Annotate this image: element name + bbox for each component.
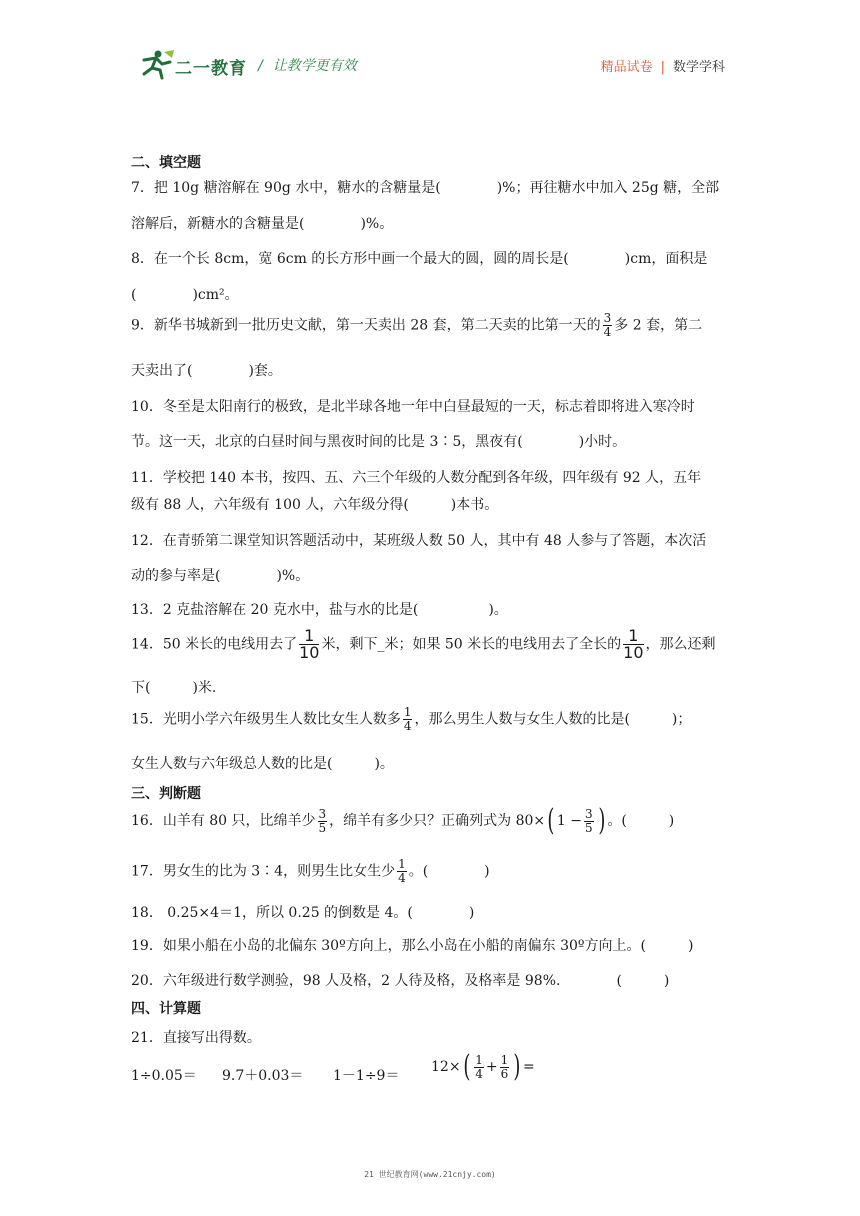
fraction-3-5: $\frac{3}{5}$ bbox=[318, 806, 327, 835]
question-14-text-pre: 14．50 米长的电线用去了 bbox=[131, 636, 298, 653]
calc-item-4 bbox=[431, 1049, 535, 1084]
fraction-3-4: $\frac{3}{4}$ bbox=[603, 311, 612, 339]
question-14-line-2: 下( )米. bbox=[131, 680, 217, 696]
question-21: 21．直接写出得数。 bbox=[131, 1030, 261, 1046]
calc-4-post: = bbox=[523, 1059, 535, 1075]
question-15-text-post: ，那么男生人数与女生人数的比是( )； bbox=[414, 711, 692, 728]
fraction-1-4: $\frac{1}{4}$ bbox=[403, 705, 412, 733]
question-16-text-pre: 16．山羊有 80 只，比绵羊少 bbox=[131, 813, 316, 829]
question-14-text-post: ，那么还剩 bbox=[645, 636, 716, 653]
fraction-1-6-calc: $\frac{1}{6}$ bbox=[500, 1052, 509, 1081]
left-paren-icon: ( bbox=[462, 1049, 470, 1084]
question-8-line-1: 8．在一个长 8cm，宽 6cm 的长方形中画一个最大的圆，圆的周长是( )cm，面积是 bbox=[131, 251, 708, 267]
question-12-line-1: 12．在青骄第二课堂知识答题活动中，某班级人数 50 人，其中有 48 人参与了答题，本次活 bbox=[131, 533, 707, 549]
question-12-line-2: 动的参与率是( )%。 bbox=[131, 568, 310, 584]
slogan bbox=[258, 55, 357, 75]
slogan-text: 让教学更有效 bbox=[272, 58, 357, 74]
calc-item-3: 1－1÷9＝ bbox=[333, 1068, 400, 1084]
question-16-text-mid: ，绵羊有多少只？正确列式为 80× bbox=[329, 813, 546, 829]
calc-4-pre: 12× bbox=[431, 1059, 461, 1075]
left-paren-icon: ( bbox=[547, 803, 555, 838]
right-paren-icon: ) bbox=[597, 803, 605, 838]
question-16-inner: 1 − bbox=[556, 813, 582, 829]
question-19: 19．如果小船在小岛的北偏东 30º方向上，那么小岛在小船的南偏东 30º方向上。( ) bbox=[131, 938, 694, 954]
header-label-subject: 数学学科 bbox=[672, 60, 725, 75]
question-11-line-2: 级有 88 人，六年级有 100 人，六年级分得( )本书。 bbox=[131, 497, 499, 513]
question-9-text-post: 多 2 套，第二 bbox=[614, 317, 703, 334]
question-16-text-post: 。( ) bbox=[607, 813, 675, 829]
fraction-1-4-q17: $\frac{1}{4}$ bbox=[398, 857, 406, 885]
header-right bbox=[601, 56, 725, 75]
question-15-text-pre: 15．光明小学六年级男生人数比女生人数多 bbox=[131, 711, 401, 728]
question-10-line-1: 10．冬至是太阳南行的极致，是北半球各地一年中白昼最短的一天，标志着即将进入寒冷时 bbox=[131, 399, 695, 415]
right-paren-icon: ) bbox=[513, 1049, 521, 1084]
question-14-line-1 bbox=[131, 628, 716, 661]
fraction-1-4-calc: $\frac{1}{4}$ bbox=[475, 1052, 483, 1081]
calc-item-2: 9.7＋0.03＝ bbox=[222, 1068, 304, 1084]
section-title-judge: 三、判断题 bbox=[131, 786, 201, 802]
question-17 bbox=[131, 858, 490, 885]
question-13: 13．2 克盐溶解在 20 克水中，盐与水的比是( )。 bbox=[131, 602, 508, 618]
calc-item-1: 1÷0.05＝ bbox=[131, 1068, 197, 1084]
question-14-text-mid: 米，剩下_米；如果 50 米长的电线用去了全长的 bbox=[321, 636, 622, 653]
question-9-line-2: 天卖出了( )套。 bbox=[131, 363, 282, 379]
question-16 bbox=[131, 803, 675, 838]
header-divider: | bbox=[660, 60, 665, 75]
fraction-1-10: $\frac{1}{10}$ bbox=[299, 626, 320, 662]
section-title-calc: 四、计算题 bbox=[131, 1001, 201, 1017]
question-11-line-1: 11．学校把 140 本书，按四、五、六三个年级的人数分配到各年级，四年级有 92 人，五年 bbox=[131, 470, 702, 486]
question-20: 20．六年级进行数学测验，98 人及格，2 人待及格，及格率是 98%. ( ) bbox=[131, 973, 670, 989]
question-7-line-1: 7．把 10g 糖溶解在 90g 水中，糖水的含糖量是( )%；再往糖水中加入 25g 糖，全部 bbox=[131, 180, 720, 196]
question-10-line-2: 节。这一天，北京的白昼时间与黑夜时间的比是 3∶5，黑夜有( )小时。 bbox=[131, 434, 627, 450]
section-title-fill: 二、填空题 bbox=[131, 155, 201, 171]
question-18: 18． 0.25×4＝1，所以 0.25 的倒数是 4。( ) bbox=[131, 905, 475, 921]
page-footer: 21 世纪教育网(www.21cnjy.com) bbox=[364, 1170, 496, 1179]
page-header bbox=[0, 0, 860, 90]
question-9-text-pre: 9．新华书城新到一批历史文献，第一天卖出 28 套，第二天卖的比第一天的 bbox=[131, 317, 601, 334]
question-7-line-2: 溶解后，新糖水的含糖量是( )%。 bbox=[131, 216, 394, 232]
question-8-line-2: ( )cm²。 bbox=[131, 287, 239, 303]
calc-4-plus: + bbox=[485, 1059, 498, 1075]
question-15-line-1 bbox=[131, 706, 691, 733]
question-15-line-2: 女生人数与六年级总人数的比是( )。 bbox=[131, 756, 394, 772]
question-9-line-1 bbox=[131, 312, 702, 339]
question-17-text-pre: 17．男女生的比为 3∶4，则男生比女生少 bbox=[131, 863, 396, 880]
fraction-3-5-inner: $\frac{3}{5}$ bbox=[584, 806, 593, 835]
slogan-separator: / bbox=[258, 58, 263, 74]
logo-text: 二一教育 bbox=[175, 59, 247, 79]
header-label-premium: 精品试卷 bbox=[600, 60, 653, 75]
question-17-text-post: 。( ) bbox=[408, 863, 490, 880]
runner-logo-icon bbox=[136, 48, 176, 80]
fraction-1-10-second: $\frac{1}{10}$ bbox=[623, 626, 644, 662]
